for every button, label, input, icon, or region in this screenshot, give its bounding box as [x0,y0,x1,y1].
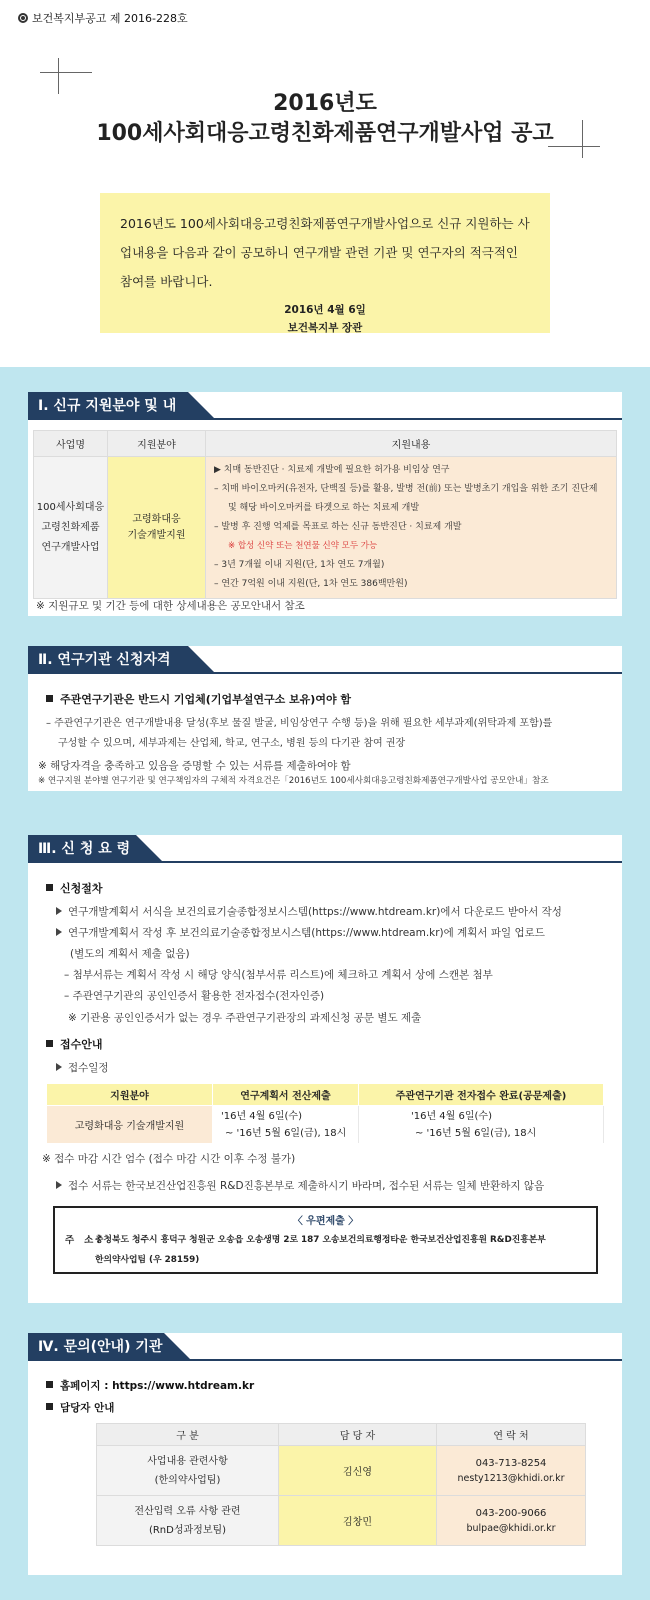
intro-box [100,193,550,333]
intro-date: 2016년 4월 6일 [284,304,366,316]
contact-category: 전산입력 오류 사항 관련 (RnD성과정보팀) [97,1496,279,1546]
table-header: 지원분야 [108,431,206,457]
contact-category: 사업내용 관련사항 (한의약사업팀) [97,1446,279,1496]
intro-org: 보건복지부 장관 [287,322,363,334]
content-line: – 발병 후 진행 억제를 목표로 하는 신규 동반진단 · 치료제 개발 [214,522,462,532]
square-bullet-icon [46,695,53,702]
square-bullet-icon [46,1381,53,1388]
mail-box [53,1206,598,1274]
procedure-step: – 주관연구기관의 공인인증서 활용한 전자접수(전자인증) [64,990,325,1002]
page-title: 100세사회대응고령친화제품연구개발사업 공고 [96,121,554,146]
reception-title: 접수안내 [46,1036,103,1052]
contact-person: 김창민 [279,1496,437,1546]
procedure-note: ※ 기관용 공인인증서가 없는 경우 주관연구기관장의 과제신청 공문 별도 제출 [68,1012,422,1024]
content-line: – 연간 7억원 이내 지원(단, 1차 연도 386백만원) [214,579,408,589]
support-contents [206,457,617,599]
contact-table [96,1423,586,1546]
header-area [0,0,650,367]
online-period: '16년 4월 6일(수) ~ '16년 5월 6일(금), 18시 [213,1106,359,1144]
contact-person: 김신영 [279,1446,437,1496]
homepage: 홈페이지 : https://www.htdream.kr [46,1378,254,1393]
content-line: ▶ 치매 동반진단 · 치료제 개발에 필요한 허가용 비임상 연구 [214,465,450,475]
table-header-row [97,1424,586,1446]
address-label: 주 소 : [65,1235,101,1246]
mail-title: 〈 우편제출 〉 [292,1216,359,1227]
schedule-field: 고령화대응 기술개발지원 [47,1106,213,1144]
page-title-year: 2016년도 [273,91,377,116]
contact-info [437,1496,586,1546]
triangle-bullet-icon [56,1181,62,1189]
section-eligibility [28,646,622,791]
procedure-step: – 첨부서류는 계획서 작성 시 해당 양식(첨부서류 리스트)에 체크하고 계획서 상에 스캔본 첨부 [64,969,493,981]
support-field: 고령화대응 기술개발지원 [108,457,206,599]
phone-number: 043-200-9066 [475,1507,547,1519]
email-address: bulpae@khidi.or.kr [466,1522,556,1534]
table-row [97,1496,586,1546]
table-header-row [47,1084,604,1106]
triangle-bullet-icon [56,907,62,915]
circle-bullet-icon [18,13,28,23]
section-support-field [28,392,622,616]
table-header: 연구계획서 전산제출 [213,1084,359,1106]
submission-info: 접수 서류는 한국보건산업진흥원 R&D진흥본부로 제출하시기 바라며, 접수된 서류는 일체 반환하지 않음 [56,1178,544,1193]
table-header: 연 락 처 [437,1424,586,1446]
table-header: 사업명 [34,431,108,457]
table-row [34,457,617,599]
deadline-note: ※ 접수 마감 시간 엄수 (접수 마감 시간 이후 수정 불가) [42,1153,296,1165]
contact-info [437,1446,586,1496]
square-bullet-icon [46,1403,53,1410]
intro-text: 2016년도 100세사회대응고령친화제품연구개발사업으로 신규 지원하는 사업내용을 다음과 같이 공모하니 연구개발 관련 기관 및 연구자의 적극적인 참여를 바랍니다. [120,216,530,289]
content-line: – 3년 7개월 이내 지원(단, 1차 연도 7개월) [214,560,385,570]
section-heading: Ⅰ. 신규 지원분야 및 내용 [28,392,188,420]
content-line: 및 해당 바이오마커를 타겟으로 하는 치료제 개발 [228,503,420,513]
square-bullet-icon [46,884,53,891]
address-line: 한의약사업팀 (우 28159) [95,1255,200,1265]
phone-number: 043-713-8254 [475,1457,547,1469]
table-row [97,1446,586,1496]
section-note: ※ 지원규모 및 기간 등에 대한 상세내용은 공모안내서 참조 [36,600,305,612]
procedure-step: 연구개발계획서 서식을 보건의료기술종합정보시스템(https://www.htdream.kr)에서 다운로드 받아서 작성 [56,904,562,919]
eligibility-sub: 구성할 수 있으며, 세부과제는 산업체, 학교, 연구소, 병원 등의 다기관 참여 권장 [58,738,406,749]
schedule-title: 접수일정 [56,1060,109,1075]
table-header: 지원내용 [206,431,617,457]
content-note: ※ 합성 신약 또는 천연물 신약 모두 가능 [228,541,378,551]
eligibility-main: 주관연구기관은 반드시 기업체(기업부설연구소 보유)여야 함 [46,691,351,707]
eligibility-sub: – 주관연구기관은 연구개발내용 달성(후보 물질 발굴, 비임상연구 수행 등)을 위해 필요한 세부과제(위탁과제 포함)를 [46,718,553,729]
formal-period: '16년 4월 6일(수) ~ '16년 5월 6일(금), 18시 [359,1106,604,1144]
section-heading: Ⅱ. 연구기관 신청자격 [28,646,188,674]
section-heading: Ⅳ. 문의(안내) 기관 [28,1333,164,1361]
square-bullet-icon [46,1040,53,1047]
procedure-step-detail: (별도의 계획서 제출 없음) [70,948,190,960]
schedule-table [46,1083,604,1144]
eligibility-note: ※ 연구지원 분야별 연구기관 및 연구책임자의 구체적 자격요건은「2016년도 100세사회대응고령친화제품연구개발사업 공모안내」참조 [38,776,549,786]
support-table [33,430,617,599]
email-address: nesty1213@khidi.or.kr [457,1472,565,1484]
triangle-bullet-icon [56,928,62,936]
procedure-step: 연구개발계획서 작성 후 보건의료기술종합정보시스템(https://www.htdream.kr)에 계획서 파일 업로드 [56,925,545,940]
section-heading: Ⅲ. 신 청 요 령 [28,835,136,863]
section-contact [28,1333,622,1575]
table-header: 주관연구기관 전자접수 완료(공문제출) [359,1084,604,1106]
address-line: 충청북도 청주시 흥덕구 청원군 오송읍 오송생명 2로 187 오송보건의료행정타운 한국보건산업진흥원 R&D진흥본부 [95,1235,546,1245]
procedure-title: 신청절차 [46,880,103,896]
section-application [28,835,622,1303]
triangle-bullet-icon [56,1063,62,1071]
table-header-row [34,431,617,457]
content-line: – 치매 바이오마커(유전자, 단백질 등)를 활용, 발병 전(前) 또는 발병초기 개입을 위한 조기 진단제 [214,484,598,494]
notice-number: 보건복지부공고 제 2016-228호 [18,10,188,26]
table-header: 지원분야 [47,1084,213,1106]
table-header: 구 분 [97,1424,279,1446]
eligibility-note: ※ 해당자격을 충족하고 있음을 증명할 수 있는 서류를 제출하여야 함 [38,760,351,772]
table-header: 담 당 자 [279,1424,437,1446]
contact-title: 담당자 안내 [46,1400,114,1415]
table-row [47,1106,604,1144]
project-name: 100세사회대응 고령친화제품 연구개발사업 [34,457,108,599]
